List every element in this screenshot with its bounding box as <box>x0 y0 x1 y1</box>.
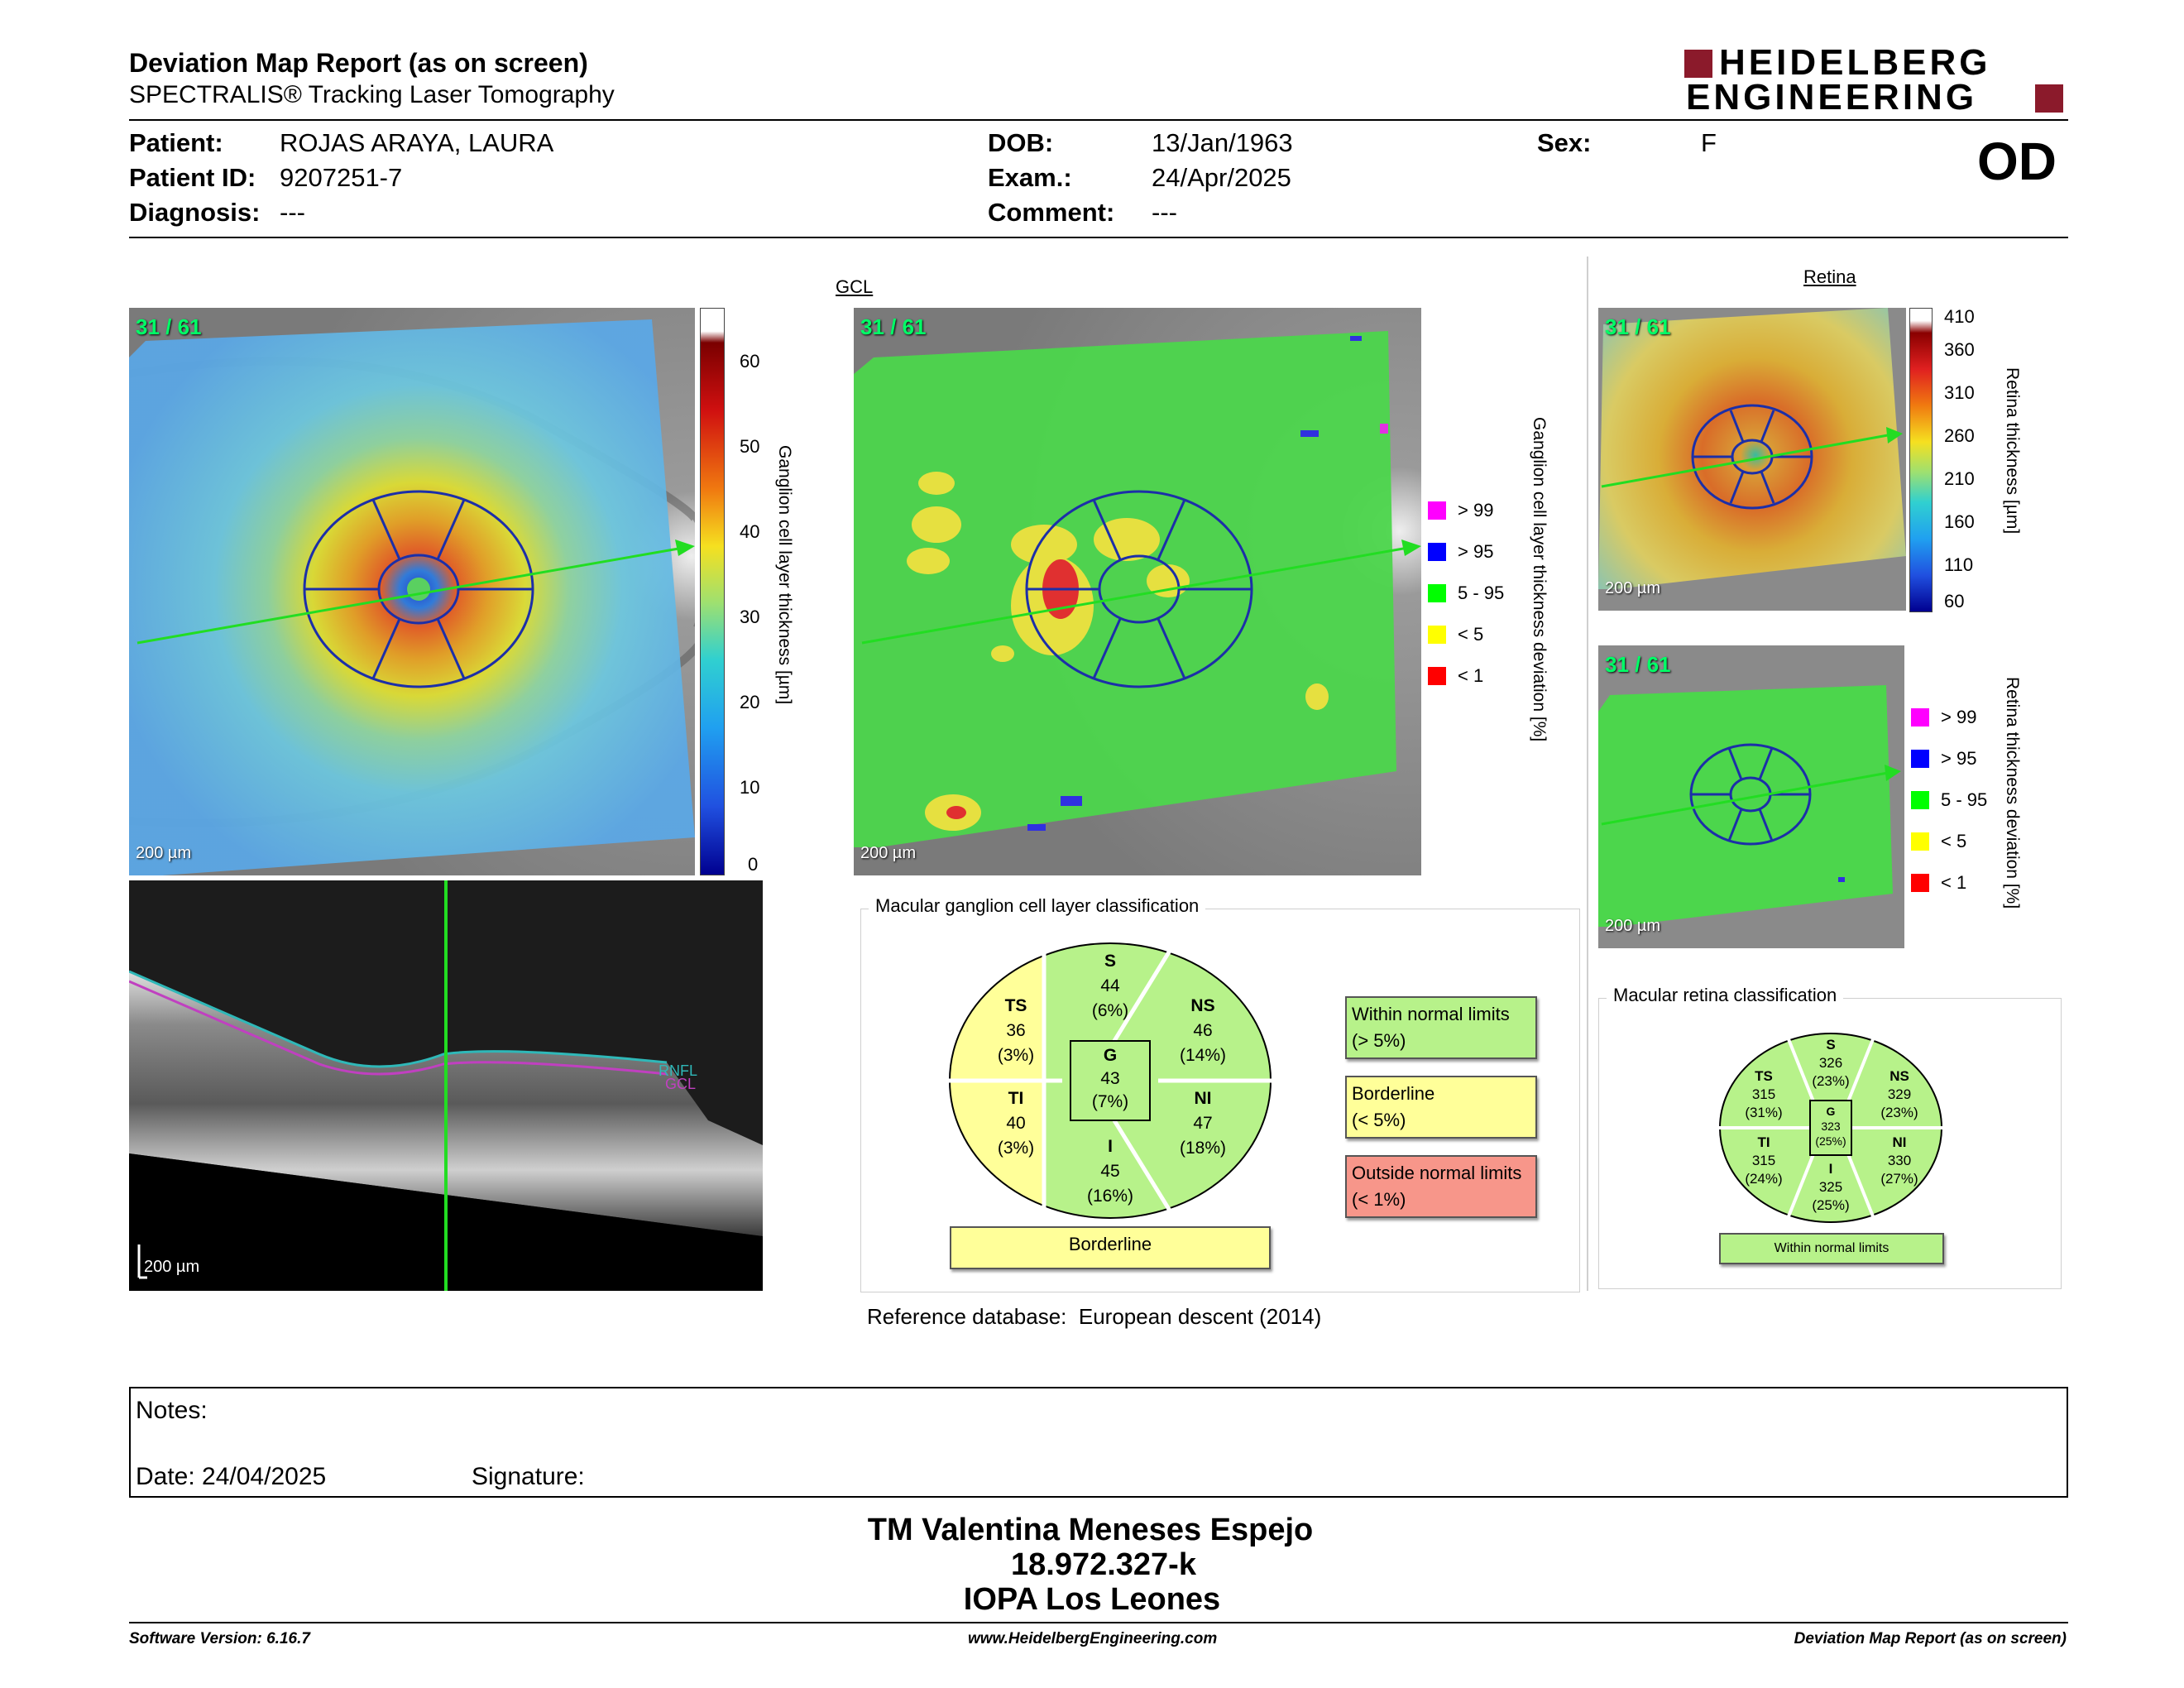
reference-database <box>867 1304 1321 1330</box>
patient-value: ROJAS ARAYA, LAURA <box>280 128 554 157</box>
gcl-sector-ts-value: 36 <box>1006 1021 1026 1040</box>
patient-id-label: Patient ID: <box>129 163 256 192</box>
retina-thickness-map <box>1598 308 1906 611</box>
retina-legend-5-95: 5 - 95 <box>1911 789 1987 811</box>
gcl-deviation-svg <box>854 308 1421 875</box>
gcl-sector-g-value: 43 <box>1100 1069 1120 1088</box>
footer-rule <box>129 1622 2068 1623</box>
gcl-legend-95: > 95 <box>1428 541 1493 563</box>
retina-sector-ts-pct: (31%) <box>1745 1105 1783 1120</box>
retina-sector-ns-value: 329 <box>1887 1086 1912 1102</box>
signer-institution: IOPA Los Leones <box>963 1582 1221 1617</box>
retina-legend-1: < 1 <box>1911 872 1966 894</box>
patient-id-value: 9207251-7 <box>280 163 403 192</box>
legend-swatch-green <box>1428 584 1446 602</box>
sex-label: Sex: <box>1537 128 1592 157</box>
retina-deviation-scan-label: 31 / 61 <box>1605 652 1671 677</box>
gcl-legend-99: > 99 <box>1428 500 1493 521</box>
retina-sector-ts-value: 315 <box>1751 1086 1776 1102</box>
reference-label: Reference database <box>867 1304 1061 1329</box>
retina-sector-ns-pct: (23%) <box>1880 1105 1918 1120</box>
software-version: Software Version: 6.16.7 <box>129 1630 310 1647</box>
gcl-legend-1: < 1 <box>1428 665 1483 687</box>
gcl-sector-ts-name: TS <box>1004 996 1027 1015</box>
logo-line2: ENGINEERING <box>1686 77 1978 117</box>
retina-sector-s-value: 326 <box>1818 1055 1843 1071</box>
retina-panel-title: Retina <box>1803 266 1856 287</box>
notes-box <box>129 1387 2068 1498</box>
oct-bscan <box>129 880 763 1291</box>
retina-sector-chart <box>1717 1031 1944 1225</box>
retina-thickness-axis-label: Retina thickness [µm] <box>2003 367 2022 535</box>
gcl-sector-g-pct: (7%) <box>1091 1092 1129 1111</box>
gcl-sector-ns-value: 46 <box>1193 1021 1213 1040</box>
legend-swatch-yellow <box>1911 832 1929 851</box>
oct-scale: 200 µm <box>144 1258 200 1276</box>
dob-value: 13/Jan/1963 <box>1152 128 1293 157</box>
retina-sector-g-pct: (25%) <box>1815 1134 1846 1148</box>
reference-value: European descent (2014) <box>1078 1304 1322 1329</box>
retina-sector-ns-name: NS <box>1889 1068 1909 1084</box>
gcl-classification-title: Macular ganglion cell layer classification <box>869 895 1205 917</box>
gcl-tick-1: 50 <box>740 436 760 457</box>
info-rule <box>129 237 2068 238</box>
retina-tick-4: 210 <box>1944 468 1975 489</box>
retina-classification-title: Macular retina classification <box>1607 985 1843 1006</box>
retina-sector-i-name: I <box>1828 1161 1833 1177</box>
retina-deviation-axis-label: Retina thickness deviation [%] <box>2003 677 2022 909</box>
retina-tick-6: 110 <box>1944 554 1974 575</box>
retina-deviation-map <box>1598 645 1904 948</box>
retina-thickness-scale: 200 µm <box>1605 579 1661 597</box>
logo-line1: HEIDELBERG <box>1719 42 1991 83</box>
gcl-sector-ns-pct: (14%) <box>1179 1046 1227 1065</box>
retina-thickness-svg <box>1598 308 1906 611</box>
gcl-sector-g-name: G <box>1103 1046 1118 1065</box>
retina-sector-i-value: 325 <box>1818 1179 1843 1195</box>
gcl-deviation-scan-label: 31 / 61 <box>860 314 927 339</box>
exam-value: 24/Apr/2025 <box>1152 163 1291 192</box>
gcl-legend-5: < 5 <box>1428 624 1483 645</box>
footer-report-name: Deviation Map Report (as on screen) <box>1794 1630 2067 1647</box>
retina-tick-3: 260 <box>1944 425 1975 446</box>
gcl-sector-ti-name: TI <box>1008 1089 1024 1108</box>
retina-sector-g-name: G <box>1826 1105 1836 1118</box>
legend-within-normal: Within normal limits (> 5%) <box>1345 996 1537 1059</box>
oct-rnfl-label: RNFL <box>659 1062 698 1079</box>
gcl-thickness-scan-label: 31 / 61 <box>136 314 202 339</box>
retina-tick-0: 410 <box>1944 306 1975 327</box>
legend-swatch-blue <box>1911 750 1929 768</box>
gcl-deviation-map <box>854 308 1421 875</box>
legend-swatch-red <box>1911 874 1929 892</box>
legend-outside-normal: Outside normal limits (< 1%) <box>1345 1155 1537 1218</box>
gcl-sector-ni-name: NI <box>1194 1089 1212 1108</box>
retina-sector-ti-pct: (24%) <box>1745 1171 1783 1187</box>
report-subtitle: SPECTRALIS® Tracking Laser Tomography <box>129 81 615 108</box>
gcl-tick-2: 40 <box>740 521 760 542</box>
gcl-tick-6: 0 <box>748 854 759 875</box>
heidelberg-logo <box>1684 42 2065 119</box>
retina-thickness-scan-label: 31 / 61 <box>1605 314 1671 339</box>
legend-swatch-blue <box>1428 543 1446 561</box>
retina-sector-ti-name: TI <box>1757 1134 1770 1150</box>
gcl-tick-5: 10 <box>740 777 760 798</box>
gcl-tick-3: 30 <box>740 607 760 627</box>
dob-label: DOB: <box>988 128 1054 157</box>
gcl-sector-ns-name: NS <box>1190 996 1215 1015</box>
gcl-sector-i-value: 45 <box>1100 1162 1120 1181</box>
legend-borderline: Borderline (< 5%) <box>1345 1076 1537 1139</box>
retina-result-badge: Within normal limits <box>1719 1233 1944 1264</box>
retina-sector-ts-name: TS <box>1755 1068 1773 1084</box>
gcl-deviation-axis-label: Ganglion cell layer thickness deviation [%] <box>1530 417 1549 742</box>
retina-sector-ni-pct: (27%) <box>1880 1171 1918 1187</box>
retina-sector-i-pct: (25%) <box>1812 1197 1850 1213</box>
signature-label: Signature: <box>472 1463 585 1490</box>
retina-deviation-svg <box>1598 645 1904 948</box>
retina-sector-ti-value: 315 <box>1751 1153 1776 1168</box>
signer-id: 18.972.327-k <box>1011 1547 1196 1582</box>
legend-swatch-magenta <box>1428 501 1446 520</box>
retina-sector-s-pct: (23%) <box>1812 1073 1850 1089</box>
diagnosis-value: --- <box>280 198 305 227</box>
diagnosis-label: Diagnosis: <box>129 198 261 227</box>
comment-value: --- <box>1152 198 1177 227</box>
retina-sector-g-value: 323 <box>1821 1120 1841 1133</box>
gcl-sector-ni-value: 47 <box>1193 1114 1213 1133</box>
panel-divider <box>1587 257 1588 1291</box>
signer-name: TM Valentina Meneses Espejo <box>867 1513 1314 1547</box>
header-rule <box>129 119 2068 121</box>
retina-sector-ni-name: NI <box>1892 1134 1907 1150</box>
gcl-sector-ti-pct: (3%) <box>997 1139 1035 1158</box>
notes-label[interactable]: Notes: <box>136 1397 208 1424</box>
gcl-thickness-svg <box>129 308 695 875</box>
gcl-tick-0: 60 <box>740 351 760 372</box>
gcl-tick-4: 20 <box>740 692 760 712</box>
legend-swatch-magenta <box>1911 708 1929 727</box>
gcl-sector-s-name: S <box>1104 952 1117 971</box>
eye-label: OD <box>1977 132 2057 191</box>
gcl-thickness-map <box>129 308 695 875</box>
report-title: Deviation Map Report (as on screen) <box>129 48 588 78</box>
sex-value: F <box>1701 128 1717 157</box>
gcl-sector-i-pct: (16%) <box>1086 1187 1134 1206</box>
retina-legend-5: < 5 <box>1911 831 1966 852</box>
gcl-legend-5-95: 5 - 95 <box>1428 583 1504 604</box>
retina-thickness-colorbar <box>1909 308 1933 612</box>
retina-tick-7: 60 <box>1944 591 1965 611</box>
comment-label: Comment: <box>988 198 1115 227</box>
legend-swatch-yellow <box>1428 626 1446 644</box>
gcl-sector-i-name: I <box>1108 1137 1113 1156</box>
gcl-thickness-axis-label: Ganglion cell layer thickness [µm] <box>775 445 794 705</box>
retina-deviation-scale: 200 µm <box>1605 917 1661 935</box>
patient-label: Patient: <box>129 128 223 157</box>
legend-swatch-green <box>1911 791 1929 809</box>
retina-sector-s-name: S <box>1826 1037 1836 1053</box>
legend-swatch-red <box>1428 667 1446 685</box>
gcl-panel-title: GCL <box>836 276 874 297</box>
date-label: Date: 24/04/2025 <box>136 1463 327 1490</box>
gcl-thickness-colorbar <box>700 308 725 875</box>
oct-gcl-label: GCL <box>665 1076 697 1092</box>
retina-tick-2: 310 <box>1944 382 1975 403</box>
oct-bscan-svg <box>129 880 763 1291</box>
logo-square-bottom <box>2035 84 2063 113</box>
gcl-sector-ts-pct: (3%) <box>997 1046 1035 1065</box>
retina-legend-99: > 99 <box>1911 707 1976 728</box>
gcl-sector-s-value: 44 <box>1100 976 1120 995</box>
website-link[interactable]: www.HeidelbergEngineering.com <box>968 1630 1218 1647</box>
gcl-sector-ti-value: 40 <box>1006 1114 1026 1133</box>
gcl-deviation-scale: 200 µm <box>860 844 917 862</box>
gcl-sector-chart <box>946 940 1274 1221</box>
retina-sector-ni-value: 330 <box>1887 1153 1912 1168</box>
gcl-thickness-scale: 200 µm <box>136 844 192 862</box>
reference-separator: : <box>1061 1304 1067 1329</box>
logo-square-top <box>1684 50 1712 78</box>
gcl-sector-s-pct: (6%) <box>1091 1001 1129 1020</box>
gcl-sector-ni-pct: (18%) <box>1179 1139 1227 1158</box>
gcl-result-badge: Borderline <box>950 1226 1271 1269</box>
retina-legend-95: > 95 <box>1911 748 1976 770</box>
retina-tick-5: 160 <box>1944 511 1975 532</box>
exam-label: Exam.: <box>988 163 1072 192</box>
retina-tick-1: 360 <box>1944 339 1975 360</box>
